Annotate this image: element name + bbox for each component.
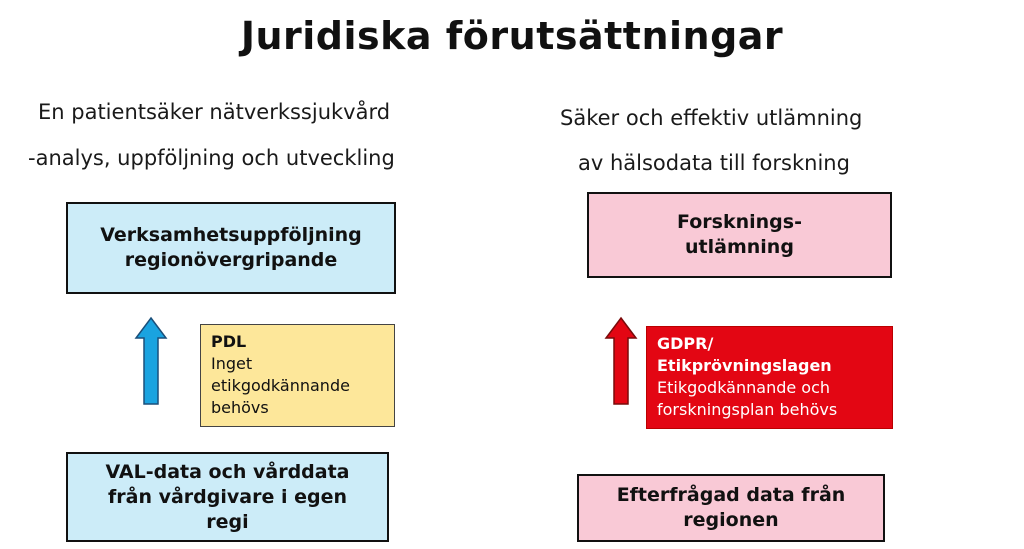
left-top-box: Verksamhetsuppföljning regionövergripande — [66, 202, 396, 294]
pdl-note-heading: PDL — [211, 332, 247, 351]
up-arrow-icon-blue — [134, 316, 168, 408]
page-title: Juridiska förutsättningar — [240, 14, 784, 58]
right-bottom-box: Efterfrågad data från regionen — [577, 474, 885, 542]
pdl-note-body: Inget etikgodkännande behövs — [211, 354, 350, 417]
right-subtitle-line2: av hälsodata till forskning — [578, 151, 850, 175]
pdl-note — [200, 324, 395, 427]
gdpr-note-body: Etikgodkännande och forskningsplan behövs — [657, 378, 838, 419]
gdpr-note — [646, 326, 893, 429]
left-bottom-box: VAL-data och vårddata från vårdgivare i egen regi — [66, 452, 389, 542]
up-arrow-icon-red — [604, 316, 638, 408]
gdpr-note-heading: GDPR/ Etikprövningslagen — [657, 334, 832, 375]
right-subtitle-line1: Säker och effektiv utlämning — [560, 106, 863, 130]
left-subtitle-line2: -analys, uppföljning och utveckling — [28, 146, 395, 170]
left-subtitle-line1: En patientsäker nätverkssjukvård — [38, 100, 391, 124]
right-top-box: Forsknings- utlämning — [587, 192, 892, 278]
